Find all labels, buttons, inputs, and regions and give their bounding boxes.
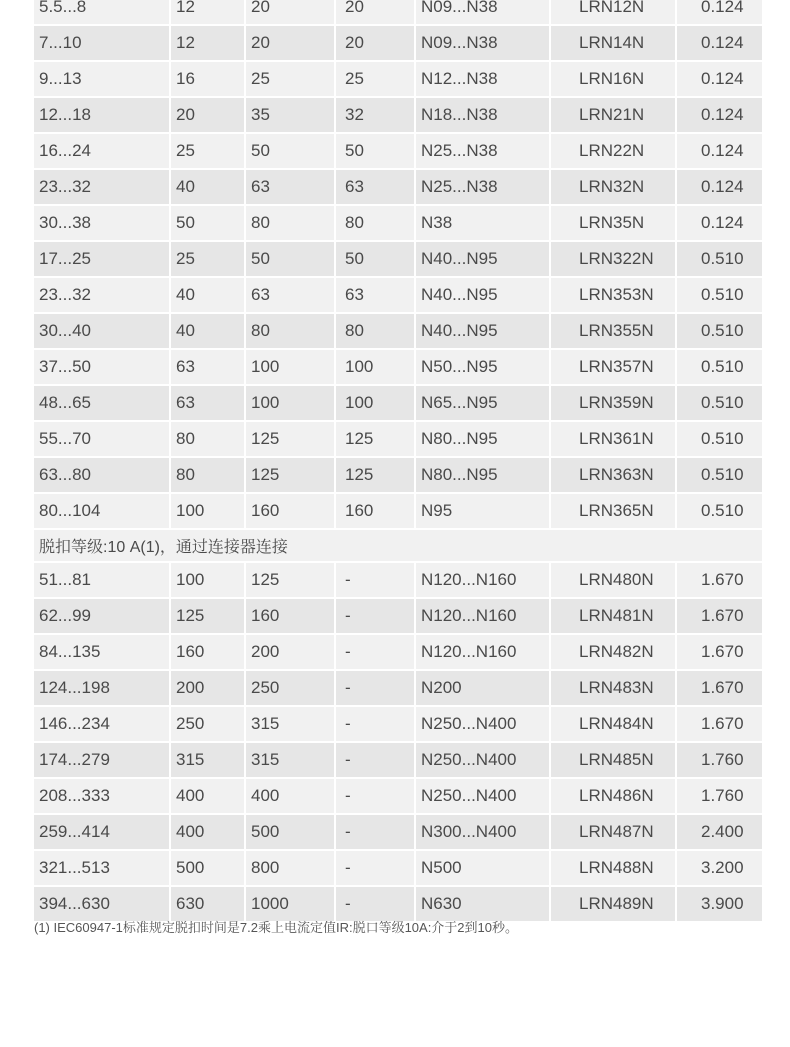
cell-fuse-am: 16 <box>170 61 245 97</box>
cell-reference: LRN486N <box>550 778 676 814</box>
cell-reference: LRN487N <box>550 814 676 850</box>
cell-reference: LRN361N <box>550 421 676 457</box>
cell-current-range: 174...279 <box>33 742 170 778</box>
cell-fuse-gg: 315 <box>245 706 335 742</box>
table-row <box>33 493 763 529</box>
cell-fuse-am: 200 <box>170 670 245 706</box>
cell-current-range: 146...234 <box>33 706 170 742</box>
cell-fuse-bs88: - <box>335 814 415 850</box>
table-row <box>33 385 763 421</box>
table-row <box>33 277 763 313</box>
cell-current-range: 23...32 <box>33 277 170 313</box>
cell-fuse-gg: 160 <box>245 598 335 634</box>
cell-fuse-bs88: 63 <box>335 277 415 313</box>
table-row <box>33 313 763 349</box>
cell-reference: LRN481N <box>550 598 676 634</box>
cell-reference: LRN322N <box>550 241 676 277</box>
cell-fuse-gg: 200 <box>245 634 335 670</box>
cell-current-range: 48...65 <box>33 385 170 421</box>
footnote: (1) IEC60947-1标准规定脱扣时间是7.2乘上电流定值IR:脱口等级10A:介于2到10秒。 <box>34 920 518 935</box>
cell-current-range: 321...513 <box>33 850 170 886</box>
cell-current-range: 51...81 <box>33 562 170 598</box>
table-row <box>33 814 763 850</box>
cell-fuse-am: 80 <box>170 457 245 493</box>
cell-fuse-bs88: 160 <box>335 493 415 529</box>
section-header: 脱扣等级:10 A(1)，通过连接器连接 <box>33 529 763 562</box>
cell-current-range: 80...104 <box>33 493 170 529</box>
cell-contactor: N40...N95 <box>415 241 550 277</box>
cell-fuse-am: 125 <box>170 598 245 634</box>
cell-weight: 0.124 <box>676 205 763 241</box>
table-row <box>33 634 763 670</box>
cell-weight: 0.510 <box>676 493 763 529</box>
cell-weight: 1.670 <box>676 670 763 706</box>
cell-reference: LRN363N <box>550 457 676 493</box>
table-row <box>33 133 763 169</box>
cell-reference: LRN357N <box>550 349 676 385</box>
cell-weight: 0.510 <box>676 457 763 493</box>
cell-fuse-gg: 20 <box>245 0 335 25</box>
table-row <box>33 742 763 778</box>
cell-fuse-am: 250 <box>170 706 245 742</box>
cell-reference: LRN480N <box>550 562 676 598</box>
cell-reference: LRN32N <box>550 169 676 205</box>
cell-fuse-bs88: 80 <box>335 205 415 241</box>
cell-fuse-gg: 125 <box>245 421 335 457</box>
cell-fuse-gg: 80 <box>245 205 335 241</box>
cell-weight: 1.670 <box>676 598 763 634</box>
cell-fuse-am: 12 <box>170 0 245 25</box>
cell-fuse-bs88: 20 <box>335 0 415 25</box>
cell-weight: 0.510 <box>676 421 763 457</box>
cell-fuse-am: 400 <box>170 814 245 850</box>
cell-fuse-am: 50 <box>170 205 245 241</box>
cell-contactor: N80...N95 <box>415 421 550 457</box>
cell-contactor: N25...N38 <box>415 133 550 169</box>
cell-fuse-bs88: - <box>335 850 415 886</box>
cell-current-range: 16...24 <box>33 133 170 169</box>
cell-fuse-gg: 63 <box>245 169 335 205</box>
cell-contactor: N250...N400 <box>415 706 550 742</box>
cell-weight: 3.900 <box>676 886 763 922</box>
cell-current-range: 17...25 <box>33 241 170 277</box>
cell-fuse-bs88: - <box>335 886 415 922</box>
table-row <box>33 706 763 742</box>
cell-fuse-am: 40 <box>170 277 245 313</box>
cell-fuse-bs88: 32 <box>335 97 415 133</box>
table-row <box>33 205 763 241</box>
cell-fuse-gg: 315 <box>245 742 335 778</box>
cell-current-range: 7...10 <box>33 25 170 61</box>
cell-fuse-bs88: 50 <box>335 133 415 169</box>
cell-fuse-bs88: - <box>335 562 415 598</box>
cell-fuse-am: 500 <box>170 850 245 886</box>
cell-fuse-bs88: - <box>335 634 415 670</box>
cell-fuse-bs88: 25 <box>335 61 415 97</box>
cell-fuse-gg: 63 <box>245 277 335 313</box>
cell-weight: 1.670 <box>676 706 763 742</box>
table-row <box>33 457 763 493</box>
table-row <box>33 670 763 706</box>
table-row <box>33 169 763 205</box>
cell-weight: 0.510 <box>676 385 763 421</box>
cell-fuse-bs88: 80 <box>335 313 415 349</box>
cell-reference: LRN21N <box>550 97 676 133</box>
cell-fuse-bs88: 100 <box>335 385 415 421</box>
cell-fuse-gg: 20 <box>245 25 335 61</box>
cell-fuse-gg: 100 <box>245 385 335 421</box>
cell-fuse-gg: 500 <box>245 814 335 850</box>
cell-reference: LRN482N <box>550 634 676 670</box>
cell-fuse-bs88: 125 <box>335 421 415 457</box>
table-row <box>33 778 763 814</box>
cell-fuse-gg: 1000 <box>245 886 335 922</box>
cell-weight: 0.124 <box>676 133 763 169</box>
cell-fuse-am: 630 <box>170 886 245 922</box>
cell-reference: LRN365N <box>550 493 676 529</box>
cell-current-range: 62...99 <box>33 598 170 634</box>
cell-contactor: N250...N400 <box>415 742 550 778</box>
cell-reference: LRN14N <box>550 25 676 61</box>
cell-weight: 0.510 <box>676 277 763 313</box>
cell-fuse-gg: 400 <box>245 778 335 814</box>
cell-fuse-bs88: 50 <box>335 241 415 277</box>
cell-current-range: 30...40 <box>33 313 170 349</box>
cell-reference: LRN35N <box>550 205 676 241</box>
cell-fuse-am: 63 <box>170 385 245 421</box>
cell-fuse-gg: 250 <box>245 670 335 706</box>
cell-weight: 0.124 <box>676 61 763 97</box>
cell-current-range: 394...630 <box>33 886 170 922</box>
cell-fuse-gg: 80 <box>245 313 335 349</box>
cell-fuse-gg: 25 <box>245 61 335 97</box>
cell-reference: LRN488N <box>550 850 676 886</box>
cell-fuse-bs88: - <box>335 742 415 778</box>
cell-reference: LRN485N <box>550 742 676 778</box>
cell-current-range: 259...414 <box>33 814 170 850</box>
cell-reference: LRN22N <box>550 133 676 169</box>
cell-fuse-bs88: - <box>335 778 415 814</box>
cell-fuse-gg: 800 <box>245 850 335 886</box>
cell-current-range: 124...198 <box>33 670 170 706</box>
cell-contactor: N500 <box>415 850 550 886</box>
cell-contactor: N120...N160 <box>415 634 550 670</box>
cell-contactor: N630 <box>415 886 550 922</box>
table-row <box>33 0 763 25</box>
cell-current-range: 23...32 <box>33 169 170 205</box>
cell-weight: 0.124 <box>676 0 763 25</box>
cell-weight: 1.760 <box>676 778 763 814</box>
cell-fuse-gg: 160 <box>245 493 335 529</box>
cell-fuse-am: 160 <box>170 634 245 670</box>
cell-fuse-am: 80 <box>170 421 245 457</box>
cell-weight: 1.670 <box>676 562 763 598</box>
table-row <box>33 349 763 385</box>
cell-reference: LRN483N <box>550 670 676 706</box>
cell-fuse-bs88: 63 <box>335 169 415 205</box>
table-row <box>33 421 763 457</box>
cell-weight: 1.670 <box>676 634 763 670</box>
cell-weight: 0.510 <box>676 349 763 385</box>
cell-fuse-bs88: - <box>335 670 415 706</box>
cell-fuse-bs88: 100 <box>335 349 415 385</box>
cell-weight: 1.760 <box>676 742 763 778</box>
cell-contactor: N120...N160 <box>415 562 550 598</box>
cell-fuse-am: 25 <box>170 133 245 169</box>
relay-spec-table <box>32 0 764 923</box>
cell-contactor: N300...N400 <box>415 814 550 850</box>
cell-fuse-am: 63 <box>170 349 245 385</box>
cell-reference: LRN489N <box>550 886 676 922</box>
cell-fuse-gg: 50 <box>245 241 335 277</box>
table-row <box>33 97 763 133</box>
cell-current-range: 208...333 <box>33 778 170 814</box>
cell-contactor: N40...N95 <box>415 277 550 313</box>
cell-weight: 0.124 <box>676 25 763 61</box>
cell-fuse-bs88: 20 <box>335 25 415 61</box>
table-row <box>33 850 763 886</box>
cell-contactor: N120...N160 <box>415 598 550 634</box>
cell-current-range: 12...18 <box>33 97 170 133</box>
cell-contactor: N250...N400 <box>415 778 550 814</box>
table-row <box>33 562 763 598</box>
cell-fuse-gg: 50 <box>245 133 335 169</box>
table-row <box>33 61 763 97</box>
cell-fuse-am: 100 <box>170 562 245 598</box>
table-row <box>33 25 763 61</box>
cell-weight: 0.510 <box>676 313 763 349</box>
cell-contactor: N50...N95 <box>415 349 550 385</box>
cell-fuse-am: 40 <box>170 313 245 349</box>
cell-reference: LRN16N <box>550 61 676 97</box>
cell-weight: 2.400 <box>676 814 763 850</box>
cell-weight: 0.510 <box>676 241 763 277</box>
cell-fuse-am: 20 <box>170 97 245 133</box>
cell-reference: LRN484N <box>550 706 676 742</box>
cell-contactor: N80...N95 <box>415 457 550 493</box>
cell-contactor: N40...N95 <box>415 313 550 349</box>
cell-contactor: N95 <box>415 493 550 529</box>
cell-fuse-am: 400 <box>170 778 245 814</box>
cell-fuse-gg: 125 <box>245 457 335 493</box>
cell-contactor: N09...N38 <box>415 0 550 25</box>
cell-current-range: 9...13 <box>33 61 170 97</box>
cell-reference: LRN355N <box>550 313 676 349</box>
relay-spec-table-wrap <box>32 0 762 923</box>
cell-current-range: 84...135 <box>33 634 170 670</box>
cell-reference: LRN353N <box>550 277 676 313</box>
cell-current-range: 63...80 <box>33 457 170 493</box>
relay-spec-table-body <box>33 0 763 922</box>
cell-fuse-am: 25 <box>170 241 245 277</box>
cell-current-range: 5.5...8 <box>33 0 170 25</box>
cell-contactor: N09...N38 <box>415 25 550 61</box>
cell-fuse-gg: 100 <box>245 349 335 385</box>
cell-fuse-am: 40 <box>170 169 245 205</box>
cell-fuse-bs88: 125 <box>335 457 415 493</box>
cell-contactor: N38 <box>415 205 550 241</box>
cell-fuse-am: 100 <box>170 493 245 529</box>
cell-current-range: 37...50 <box>33 349 170 385</box>
section-row <box>33 529 763 562</box>
cell-contactor: N65...N95 <box>415 385 550 421</box>
cell-fuse-bs88: - <box>335 706 415 742</box>
cell-contactor: N25...N38 <box>415 169 550 205</box>
cell-fuse-gg: 125 <box>245 562 335 598</box>
cell-contactor: N12...N38 <box>415 61 550 97</box>
cell-weight: 0.124 <box>676 169 763 205</box>
cell-fuse-am: 12 <box>170 25 245 61</box>
cell-current-range: 30...38 <box>33 205 170 241</box>
cell-current-range: 55...70 <box>33 421 170 457</box>
cell-weight: 3.200 <box>676 850 763 886</box>
cell-reference: LRN359N <box>550 385 676 421</box>
cell-contactor: N200 <box>415 670 550 706</box>
cell-reference: LRN12N <box>550 0 676 25</box>
cell-contactor: N18...N38 <box>415 97 550 133</box>
cell-fuse-gg: 35 <box>245 97 335 133</box>
table-row <box>33 598 763 634</box>
table-row <box>33 241 763 277</box>
cell-fuse-am: 315 <box>170 742 245 778</box>
cell-fuse-bs88: - <box>335 598 415 634</box>
cell-weight: 0.124 <box>676 97 763 133</box>
